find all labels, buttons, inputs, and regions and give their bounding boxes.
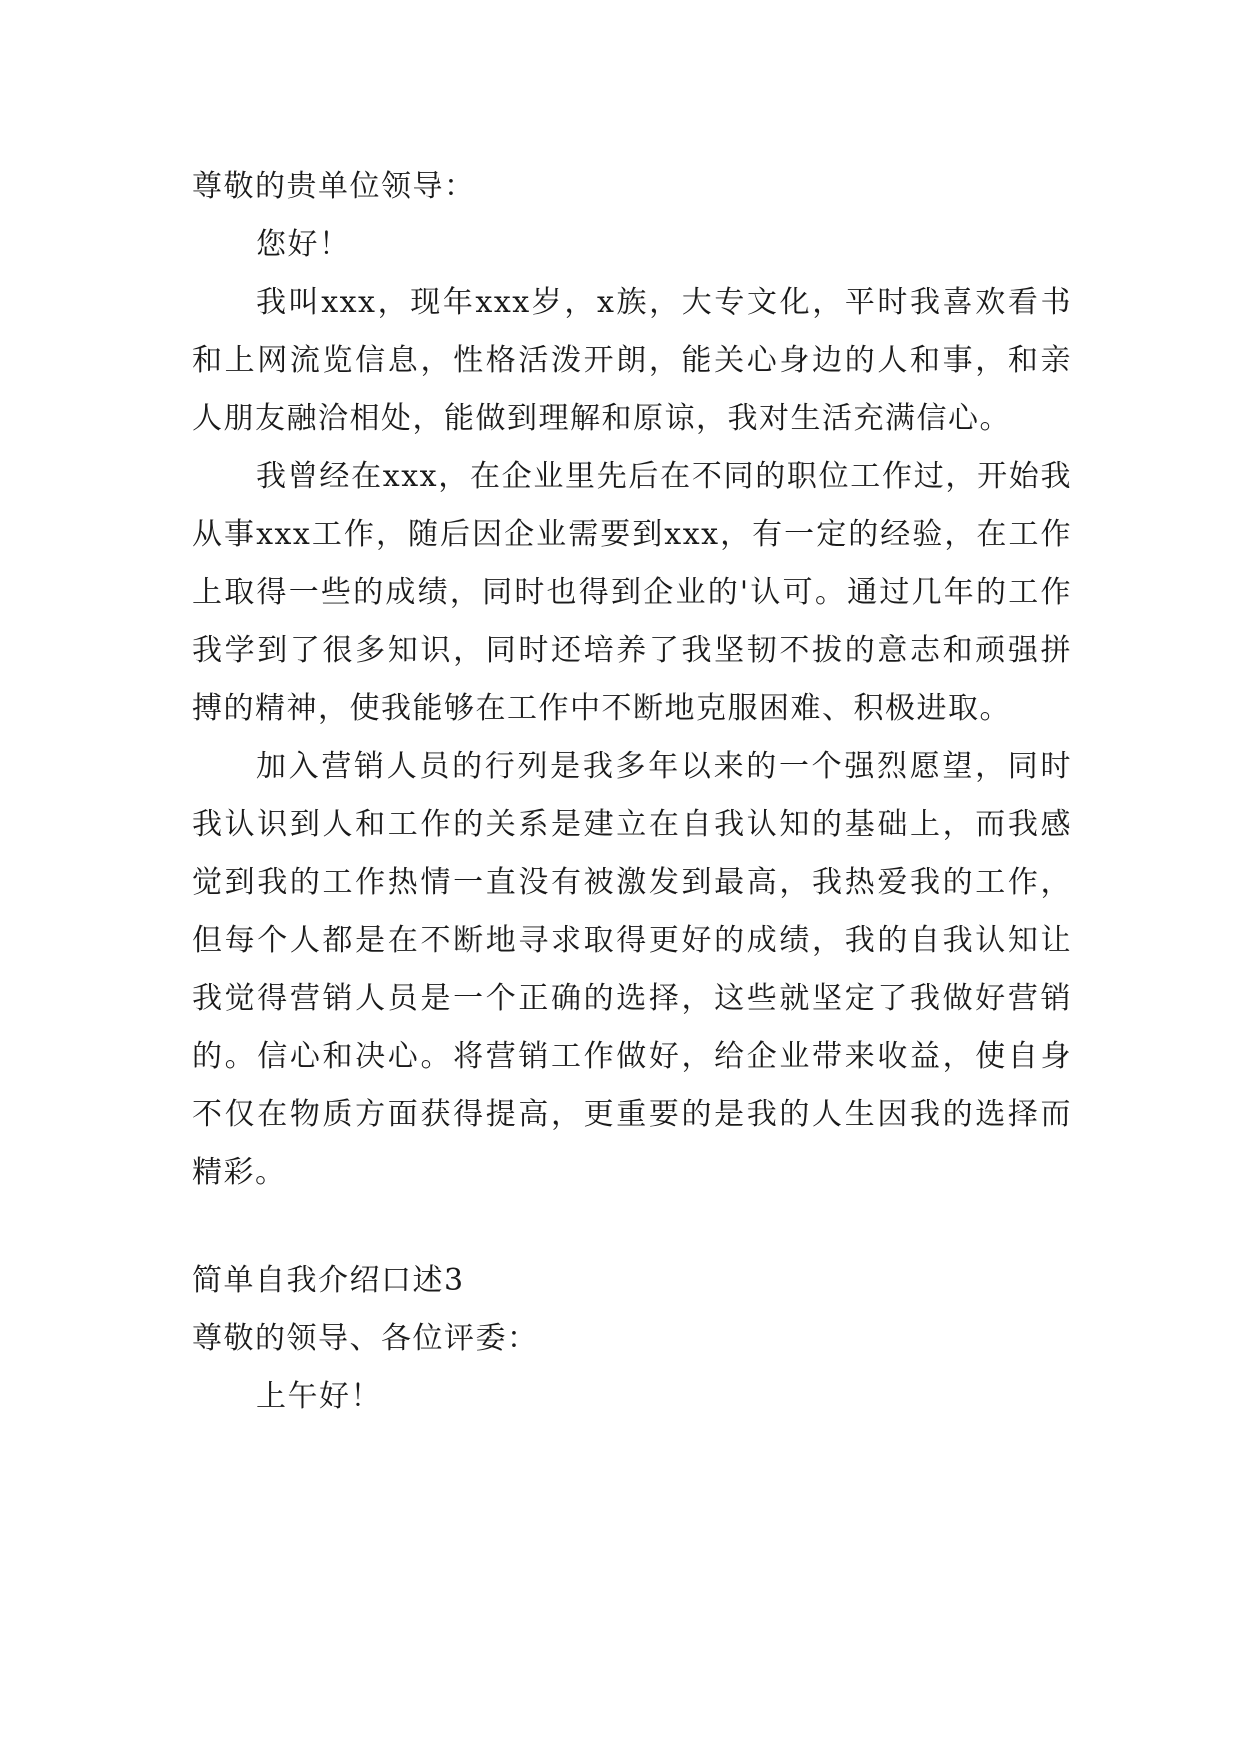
salutation: 尊敬的贵单位领导： [192, 169, 476, 204]
paragraph-motivation: 加入营销人员的行列是我多年以来的一个强烈愿望，同时我认识到人和工作的关系是建立在自我认知的基础上，而我感觉到我的工作热情一直没有被激发到最高，我热爱我的工作，但每个人都是在不断地寻求取得更好的成绩，我的自我认知让我觉得营销人员是一个正确的选择，这些就坚定了我做好营销的。信心和决心。将营销工作做好，给企业带来收益，使自身不仅在物质方面获得提高，更重要的是我的人生因我的选择而精彩。 [192, 749, 1072, 1190]
salutation-2: 尊敬的领导、各位评委： [192, 1321, 539, 1356]
greeting-2: 上午好！ [256, 1379, 382, 1414]
document-body [192, 158, 1072, 1426]
paragraph-intro: 我叫xxx，现年xxx岁，x族，大专文化，平时我喜欢看书和上网流览信息，性格活泼开朗，能关心身边的人和事，和亲人朋友融洽相处，能做到理解和原谅，我对生活充满信心。 [192, 285, 1072, 436]
greeting: 您好！ [256, 227, 351, 262]
paragraph-experience: 我曾经在xxx，在企业里先后在不同的职位工作过，开始我从事xxx工作，随后因企业需要到xxx，有一定的经验，在工作上取得一些的成绩，同时也得到企业的'认可。通过几年的工作我学到了很多知识，同时还培养了我坚韧不拔的意志和顽强拼搏的精神，使我能够在工作中不断地克服困难、积极进取。 [192, 459, 1072, 726]
section-heading: 简单自我介绍口述3 [192, 1263, 465, 1298]
section-spacer [192, 1202, 1072, 1252]
